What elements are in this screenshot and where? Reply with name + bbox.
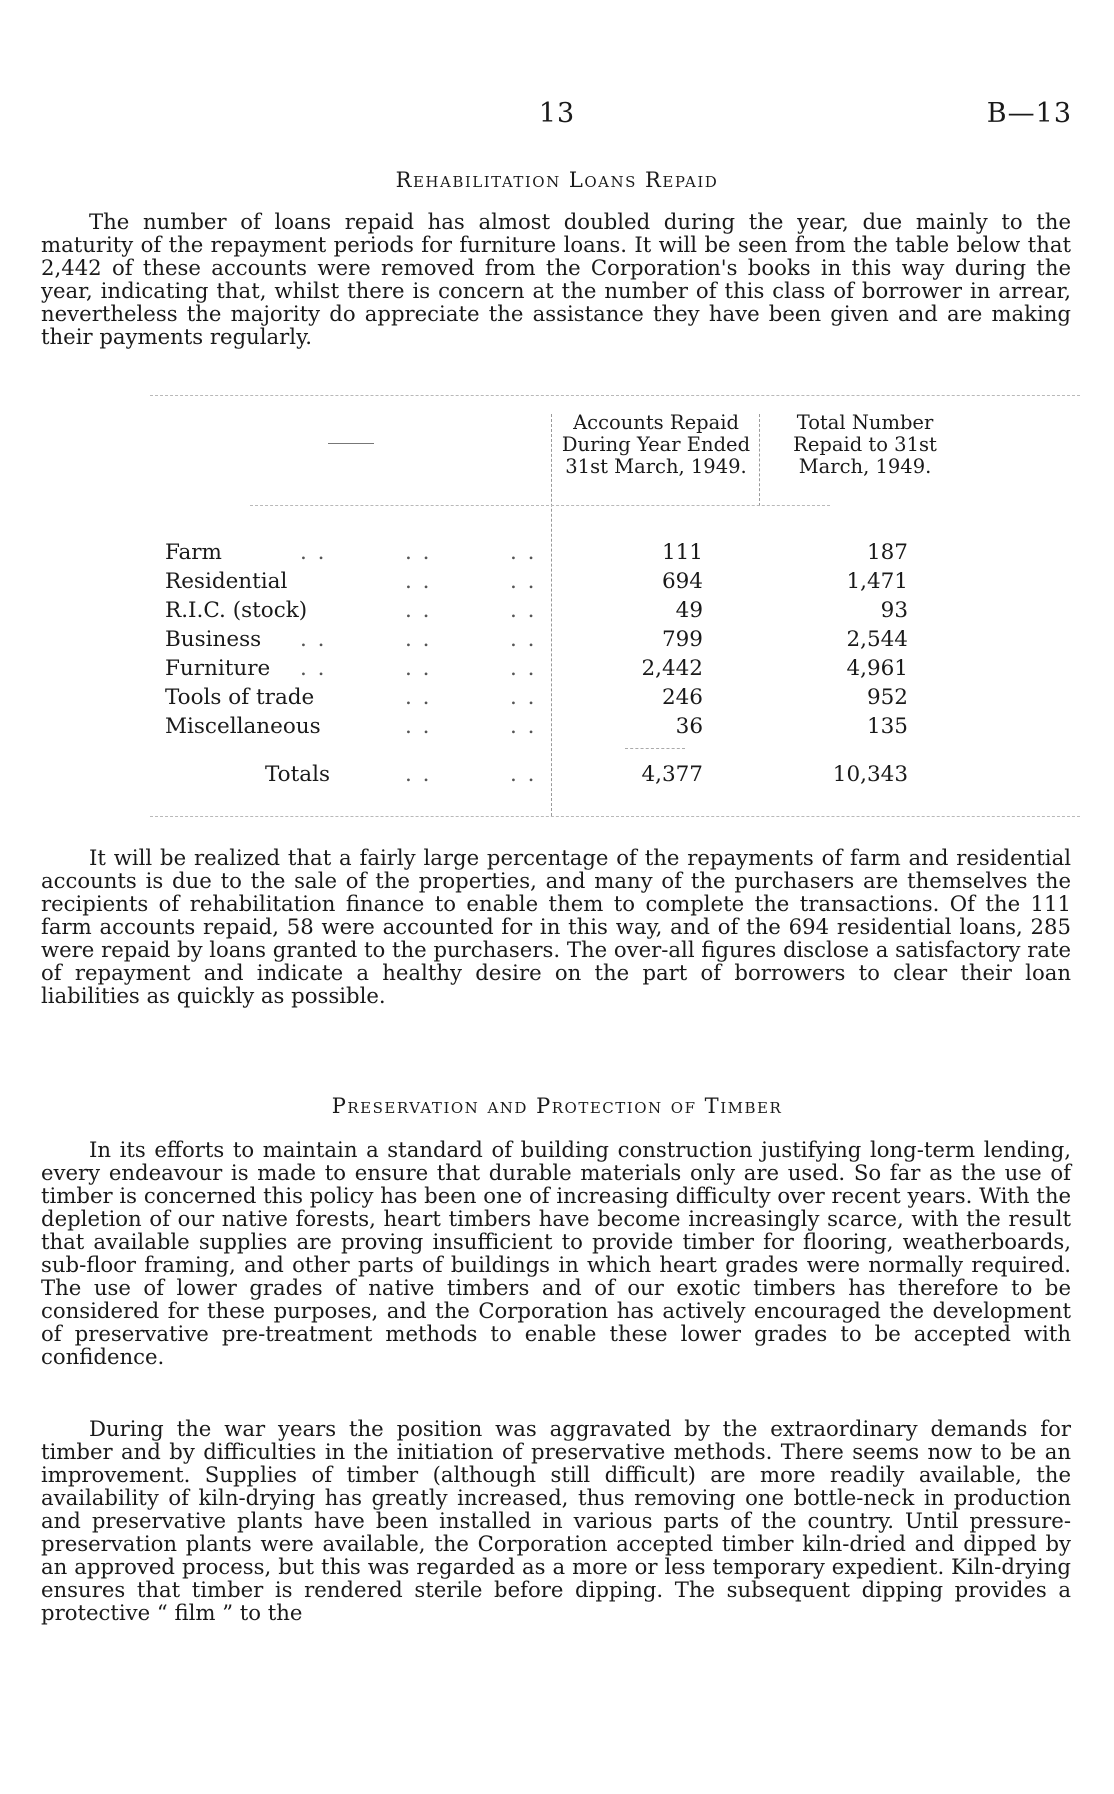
table-row: Residential . . . . 694 1,471 — [165, 569, 908, 594]
stub-header-dash — [328, 443, 374, 444]
timber-paragraph-1: In its efforts to maintain a standard of building construction justifying long-term lending, every endeavour is made to ensure that durable materials only are used. So far as the use of timber is concerned this policy has been one of increasing difficulty over recent years. With the depletion of our native forests, heart timbers have become increasingly scarce, with the result that available supplies are proving insufficient to provide timber for flooring, weatherboards, sub-floor framing, and other parts of buildings in which heart grades were normally required. The use of lower grades of native timbers and of our exotic timbers has therefore to be considered for these purposes, and the Corporation has actively encouraged the development of preservative pre-treatment methods to enable these lower grades to be accepted with confidence. — [41, 1137, 1071, 1369]
section-heading-rehabilitation-loans: Rehabilitation Loans Repaid — [395, 168, 719, 192]
cell-during-year: 799 — [661, 627, 703, 652]
totals-label: Totals — [265, 762, 330, 787]
table-row: Business . . . . . . 799 2,544 — [165, 627, 908, 652]
cell-during-year: 49 — [675, 598, 703, 623]
cell-total: 135 — [866, 714, 908, 739]
cell-total: 2,544 — [846, 627, 908, 652]
cell-total: 952 — [866, 685, 908, 710]
cell-total-total: 10,343 — [832, 762, 908, 787]
page-number: 13 — [538, 98, 576, 129]
cell-total: 93 — [880, 598, 908, 623]
table-totals-row: Totals . . . . 4,377 10,343 — [265, 762, 908, 787]
row-label: Miscellaneous — [165, 714, 321, 739]
cell-during-year-total: 4,377 — [641, 762, 703, 787]
row-label: Furniture — [165, 656, 271, 681]
row-label: Farm — [165, 540, 222, 565]
column-header-during-year: Accounts Repaid During Year Ended 31st March, 1949. — [561, 411, 751, 478]
cell-during-year: 694 — [661, 569, 703, 594]
cell-total: 4,961 — [846, 656, 908, 681]
table-row: Farm . . . . . . 111 187 — [165, 540, 908, 565]
section-heading-timber: Preservation and Protection of Timber — [331, 1094, 783, 1118]
section-reference: B—13 — [986, 98, 1072, 129]
repayment-analysis-paragraph: It will be realized that a fairly large percentage of the repayments of farm and residential accounts is due to the sale of the properties, and many of the purchasers are themselves the recipients of rehabilitation finance to enable them to complete the transactions. Of the 111 farm accounts repaid, 58 were accounted for in this way, and of the 694 residential loans, 285 were repaid by loans granted to the purchasers. The over-all figures disclose a satisfactory rate of repayment and indicate a healthy desire on the part of borrowers to clear their loan liabilities as quickly as possible. — [41, 845, 1072, 1008]
table-row: Miscellaneous . . . . 36 135 — [165, 714, 908, 739]
header-rule — [250, 505, 830, 506]
cell-during-year: 111 — [661, 540, 703, 565]
row-label: R.I.C. (stock) — [165, 598, 308, 623]
row-label: Tools of trade — [165, 685, 315, 710]
cell-total: 1,471 — [846, 569, 908, 594]
table-row: Furniture . . . . . . 2,442 4,961 — [165, 656, 908, 681]
table-row: R.I.C. (stock) . . . . 49 93 — [165, 598, 908, 623]
row-label: Business — [165, 627, 262, 652]
cell-during-year: 2,442 — [641, 656, 703, 681]
timber-paragraph-2: During the war years the position was aggravated by the extraordinary demands for timber and by difficulties in the initiation of preservative methods. There seems now to be an improvement. Supplies of timber (although still difficult) are more readily available, the availability of kiln-drying has greatly increased, thus removing one bottle-neck in production and preservative plants have been installed in various parts of the country. Until pressure-preservation plants were available, the Corporation accepted timber kiln-dried and dipped by an approved process, but this was regarded as a more or less temporary expedient. Kiln-drying ensures that timber is rendered sterile before dipping. The subsequent dipping provides a protective “ film ” to the — [41, 1416, 1071, 1625]
cell-during-year: 36 — [675, 714, 703, 739]
column-divider — [759, 414, 760, 506]
intro-paragraph: The number of loans repaid has almost doubled during the year, due mainly to the maturity of the repayment periods for furniture loans. It will be seen from the table below that 2,442 of these accounts were removed from the Corporation's books in this way during the year, indicating that, whilst there is concern at the number of this class of borrower in arrear, nevertheless the majority do appreciate the assistance they have been given and are making their payments regularly. — [41, 209, 1071, 349]
column-header-total: Total Number Repaid to 31st March, 1949. — [793, 411, 937, 478]
row-label: Residential — [165, 569, 288, 594]
cell-during-year: 246 — [661, 685, 703, 710]
table-bottom-rule — [150, 816, 1080, 817]
table-row: Tools of trade . . . . 246 952 — [165, 685, 908, 710]
totals-rule — [625, 748, 685, 749]
cell-total: 187 — [866, 540, 908, 565]
table-top-rule — [150, 395, 1080, 396]
